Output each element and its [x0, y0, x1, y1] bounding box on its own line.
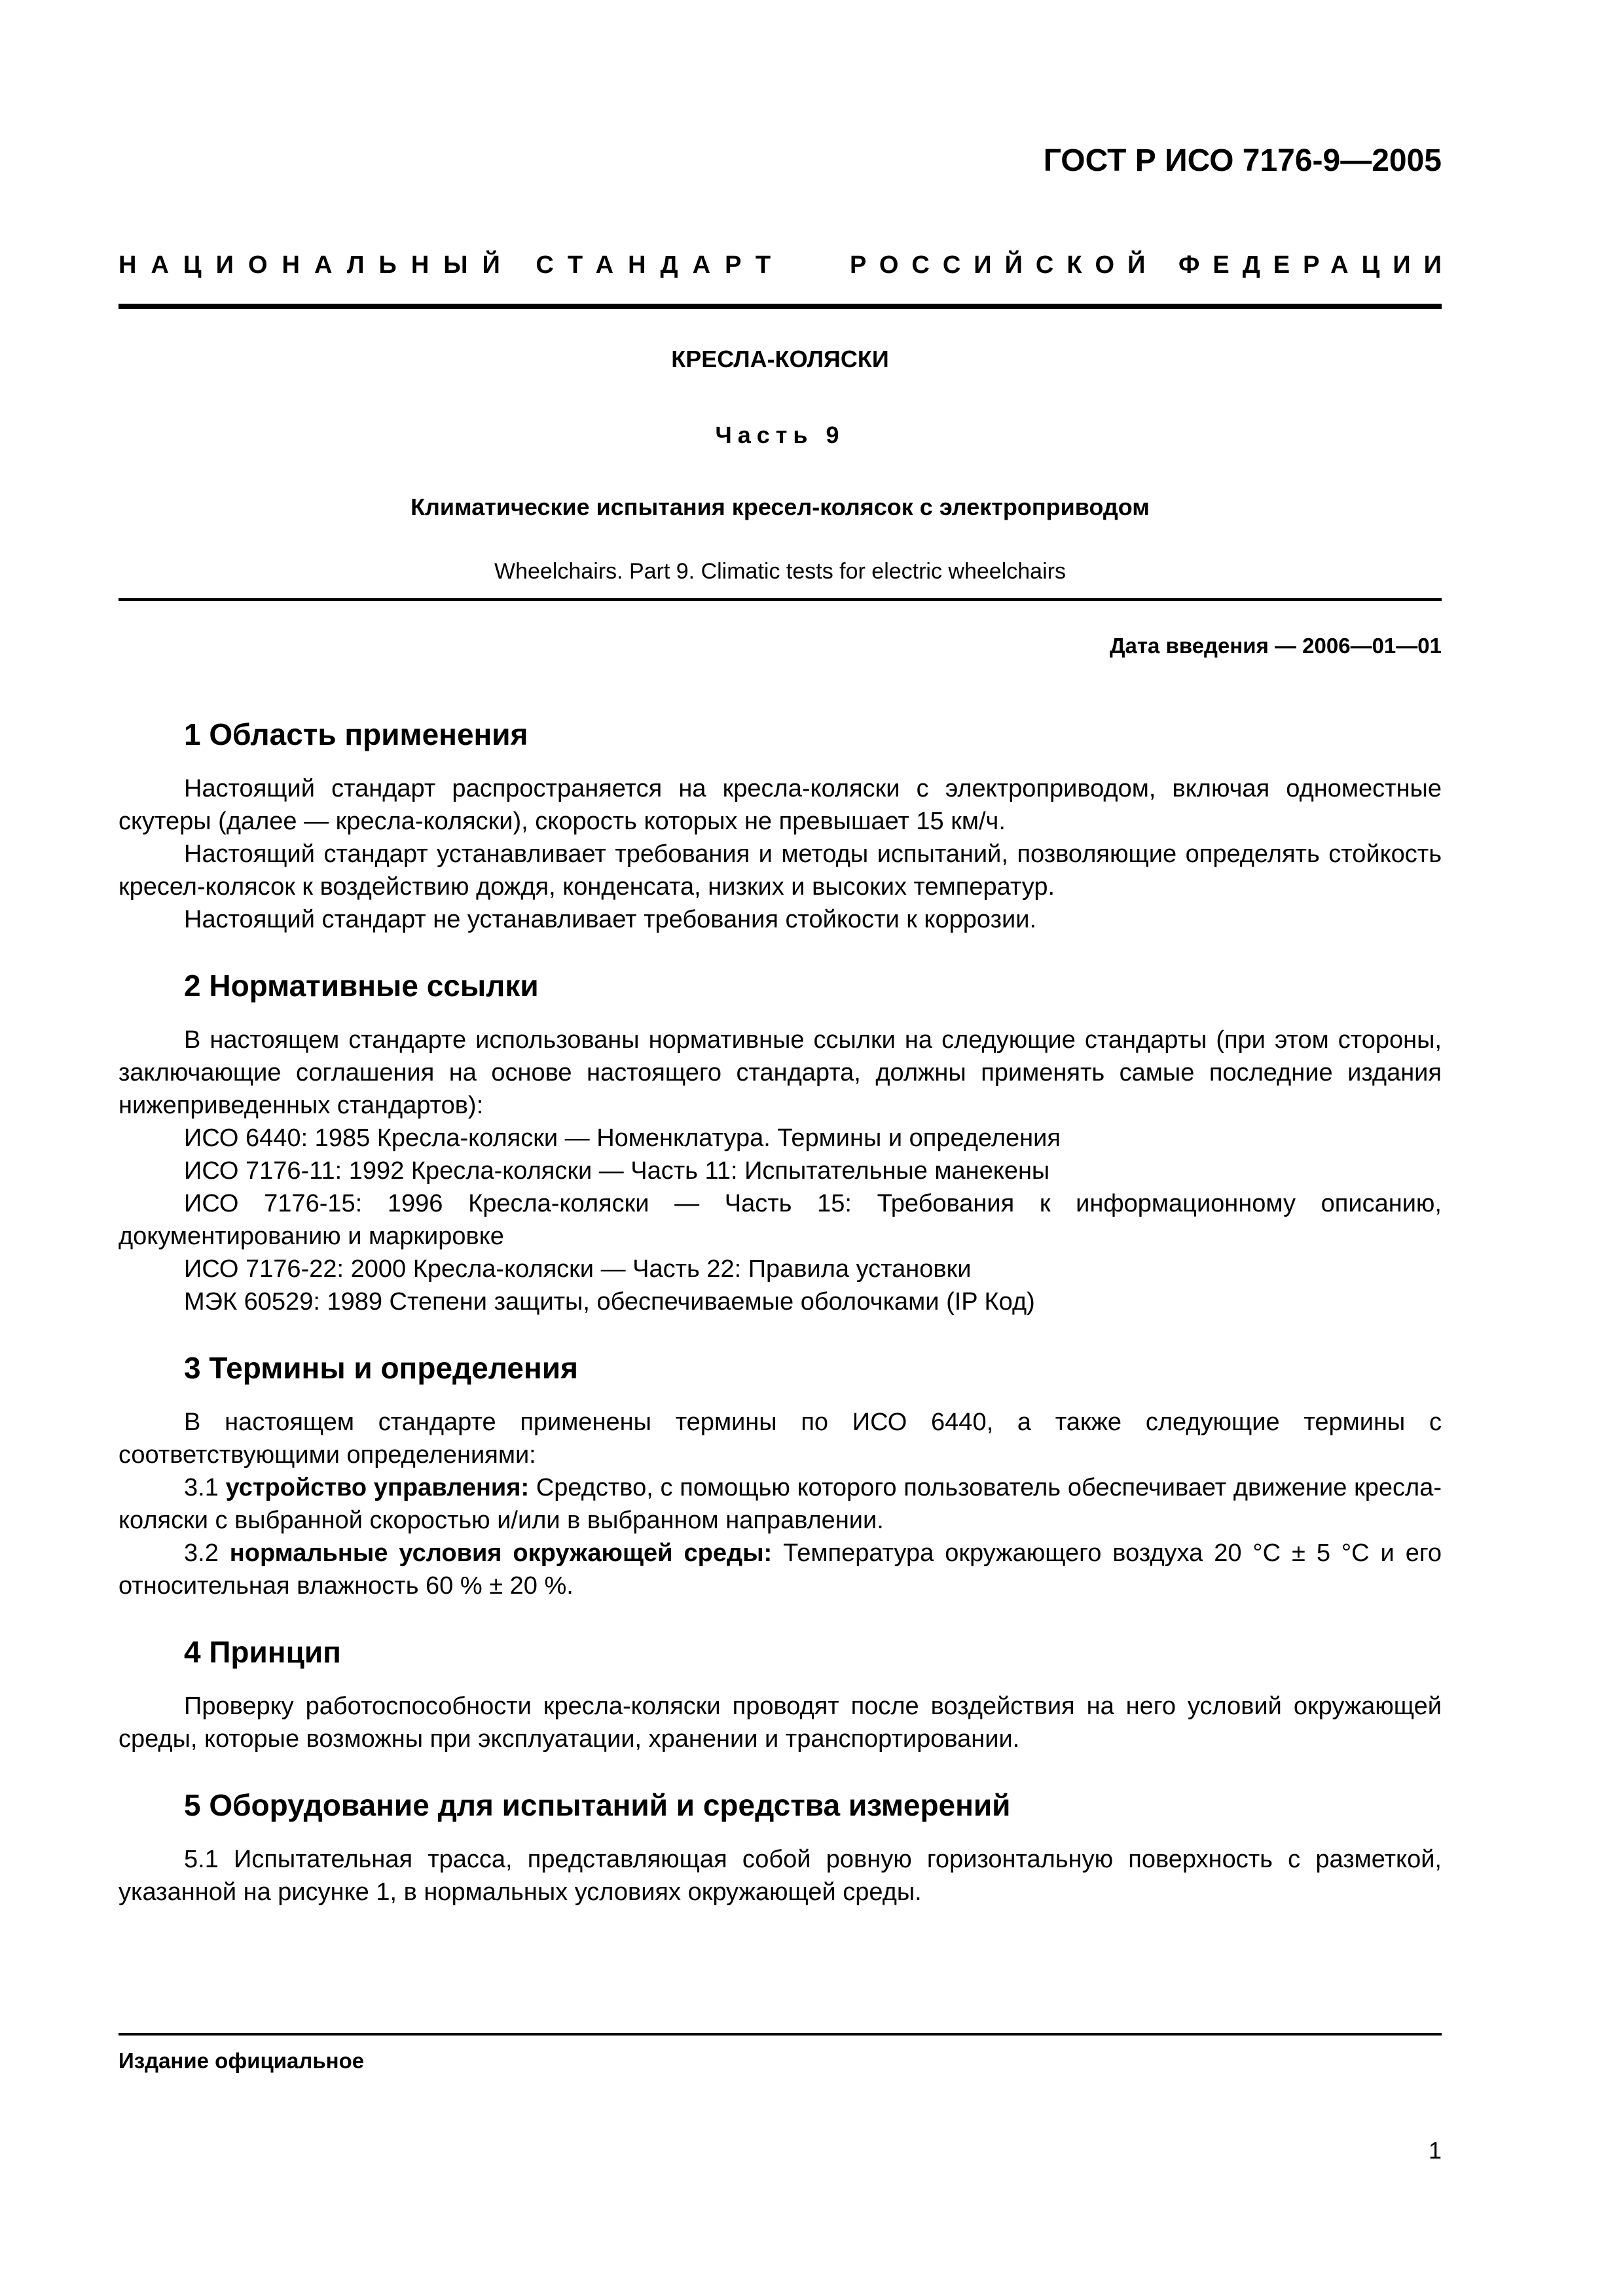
- document-subtitle-ru: Климатические испытания кресел-колясок с электроприводом: [410, 493, 1150, 520]
- document-subtitle-en: Wheelchairs. Part 9. Climatic tests for electric wheelchairs: [494, 559, 1066, 584]
- term-number: 3.2: [184, 1539, 219, 1567]
- official-edition-label: Издание официальное: [119, 2049, 365, 2073]
- paragraph: В настоящем стандарте применены термины по ИСО 6440, а также следующие термины с соответствующими определениями:: [119, 1408, 1442, 1469]
- national-standard-banner: [119, 251, 1455, 309]
- section-heading: 3 Термины и определения: [184, 1351, 578, 1385]
- term-text: Средство, с помощью которого пользователь обеспечивает движение кресла-коляски с выбранной скоростью и/или в выбранном направлении.: [119, 1474, 1442, 1534]
- term-name: нормальные условия окружающей среды:: [229, 1539, 773, 1567]
- page-number: 1: [1428, 2137, 1442, 2164]
- document-title: КРЕСЛА-КОЛЯСКИ: [671, 346, 889, 372]
- paragraph: В настоящем стандарте использованы нормативные ссылки на следующие стандарты (при этом стороны, заключающие соглашения на основе настоящего стандарта, должны применять самые последние издания нижеприведенных стандартов):: [119, 1026, 1442, 1119]
- paragraph: Настоящий стандарт не устанавливает требования стойкости к коррозии.: [184, 906, 1037, 933]
- footer-divider: [119, 2033, 1442, 2036]
- term-definition: [119, 1471, 1442, 1537]
- term-number: 3.1: [184, 1474, 219, 1501]
- term-text: Температура окружающего воздуха 20 °C ± 5 °C и его относительная влажность 60 % ± 20 %.: [119, 1539, 1442, 1600]
- document-body: [119, 713, 1442, 1937]
- paragraph: Настоящий стандарт распространяется на кресла-коляски с электроприводом, включая одноместные скутеры (далее — кресла-коляски), скорость которых не превышает 15 км/ч.: [119, 775, 1442, 835]
- section-heading: 5 Оборудование для испытаний и средства измерений: [184, 1788, 1011, 1822]
- title-block: [119, 346, 1442, 584]
- reference-item: ИСО 7176-11: 1992 Кресла-коляски — Часть 11: Испытательные манекены: [184, 1157, 1050, 1185]
- section-heading: 2 Нормативные ссылки: [184, 969, 539, 1003]
- national-standard-label: НАЦИОНАЛЬНЫЙ СТАНДАРТ: [119, 251, 786, 279]
- term-name: устройство управления:: [225, 1474, 530, 1501]
- reference-item: ИСО 7176-15: 1996 Кресла-коляски — Часть 15: Требования к информационному описанию, документированию и маркировке: [119, 1190, 1442, 1250]
- section-heading: 4 Принцип: [184, 1635, 341, 1669]
- document-part: Часть 9: [715, 422, 845, 448]
- reference-item: ИСО 7176-22: 2000 Кресла-коляски — Часть 22: Правила установки: [184, 1255, 972, 1283]
- section-equipment: [119, 1784, 1442, 1909]
- document-code: ГОСТ Р ИСО 7176-9—2005: [1043, 143, 1442, 178]
- title-divider: [119, 598, 1442, 601]
- russian-federation-label: РОССИЙСКОЙ ФЕДЕРАЦИИ: [849, 251, 1455, 279]
- paragraph: Настоящий стандарт устанавливает требования и методы испытаний, позволяющие определять стойкость кресел-колясок к воздействию дождя, конденсата, низких и высоких температур.: [119, 840, 1442, 901]
- section-normative-references: [119, 965, 1442, 1318]
- section-heading: 1 Область применения: [184, 717, 528, 751]
- reference-item: МЭК 60529: 1989 Степени защиты, обеспечиваемые оболочками (IP Код): [184, 1288, 1035, 1316]
- reference-item: ИСО 6440: 1985 Кресла-коляски — Номенклатура. Термины и определения: [184, 1124, 1061, 1152]
- section-principle: [119, 1631, 1442, 1755]
- paragraph: Проверку работоспособности кресла-коляски проводят после воздействия на него условий окружающей среды, которые возможны при эксплуатации, хранении и транспортировании.: [119, 1693, 1442, 1753]
- section-scope: [119, 713, 1442, 936]
- paragraph: 5.1 Испытательная трасса, представляющая собой ровную горизонтальную поверхность с разметкой, указанной на рисунке 1, в нормальных условиях окружающей среды.: [119, 1846, 1442, 1906]
- introduction-date: Дата введения — 2006—01—01: [1110, 634, 1442, 658]
- section-terms-definitions: [119, 1347, 1442, 1602]
- term-definition: [119, 1537, 1442, 1602]
